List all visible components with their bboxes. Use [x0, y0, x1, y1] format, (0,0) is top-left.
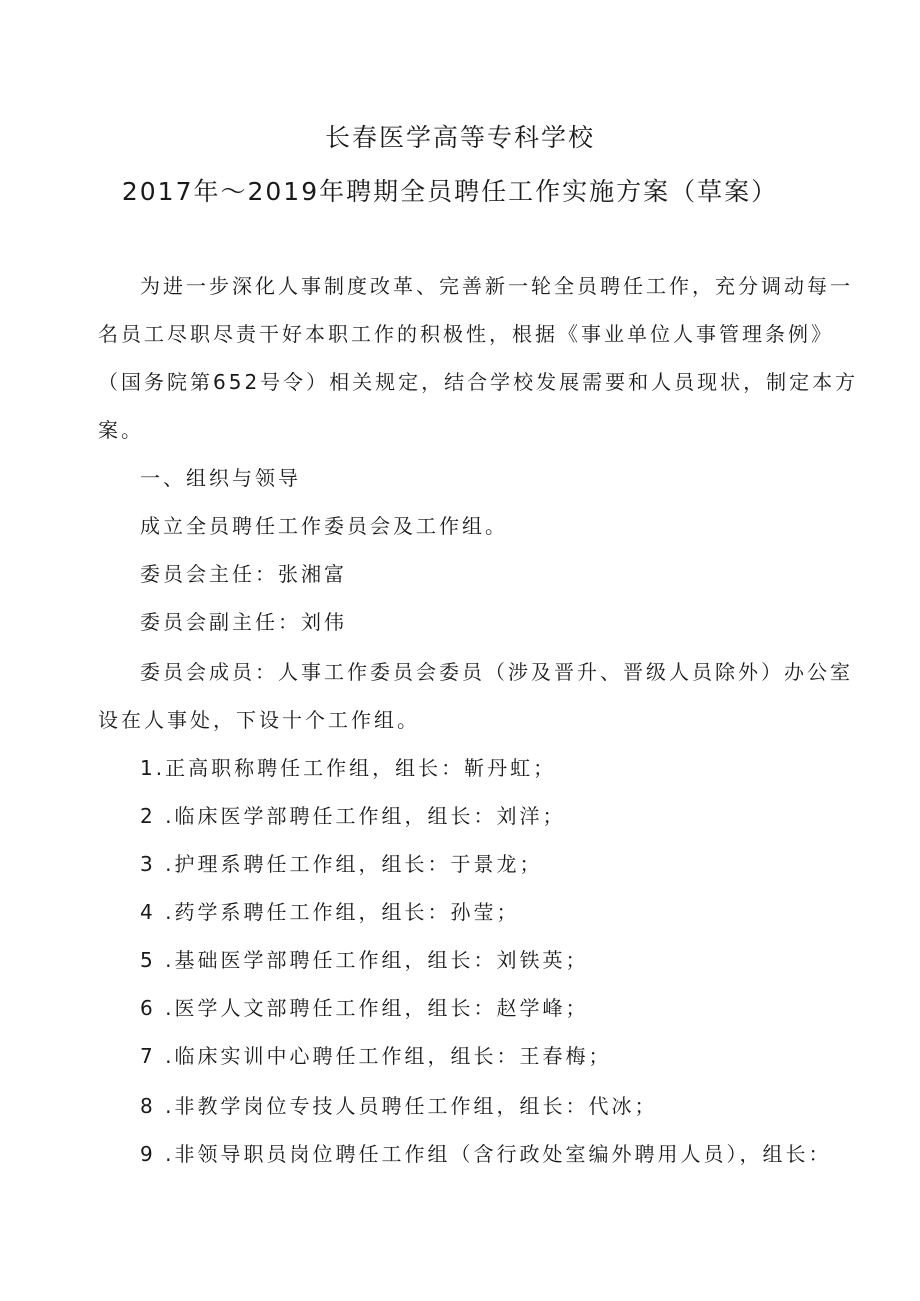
document-subtitle: 2017年～2019年聘期全员聘任工作实施方案（草案）: [121, 177, 779, 206]
group-item: 8 .非教学岗位专技人员聘任工作组，组长：代冰；: [140, 1094, 658, 1118]
group-item: 6 .医学人文部聘任工作组，组长：赵学峰；: [140, 996, 589, 1020]
document-title: 长春医学高等专科学校: [324, 123, 595, 152]
section-heading: 一、组织与领导: [140, 466, 301, 490]
group-item: 7 .临床实训中心聘任工作组，组长：王春梅；: [140, 1044, 612, 1068]
group-item: 2 .临床医学部聘任工作组，组长：刘洋；: [140, 804, 566, 828]
group-item: 3 .护理系聘任工作组，组长：于景龙；: [140, 852, 543, 876]
committee-intro: 成立全员聘任工作委员会及工作组。: [140, 514, 508, 538]
committee-members-line-2: 设在人事处，下设十个工作组。: [98, 708, 420, 732]
intro-line-1: 为进一步深化人事制度改革、完善新一轮全员聘任工作，充分调动每一: [140, 274, 853, 298]
committee-vice-director: 委员会副主任：刘伟: [140, 610, 347, 634]
intro-line-2: 名员工尽职尽责干好本职工作的积极性，根据《事业单位人事管理条例》: [98, 322, 834, 346]
group-item: 5 .基础医学部聘任工作组，组长：刘铁英；: [140, 948, 589, 972]
group-item: 1.正高职称聘任工作组，组长：靳丹虹；: [140, 756, 557, 780]
group-item: 9 .非领导职员岗位聘任工作组（含行政处室编外聘用人员），组长：: [140, 1142, 832, 1166]
intro-line-4: 案。: [98, 418, 144, 442]
intro-line-3: （国务院第652号令）相关规定，结合学校发展需要和人员现状，制定本方: [98, 370, 859, 394]
committee-director: 委员会主任：张湘富: [140, 562, 347, 586]
group-item: 4 .药学系聘任工作组，组长：孙莹；: [140, 900, 520, 924]
committee-members-line-1: 委员会成员：人事工作委员会委员（涉及晋升、晋级人员除外）办公室: [140, 660, 853, 684]
